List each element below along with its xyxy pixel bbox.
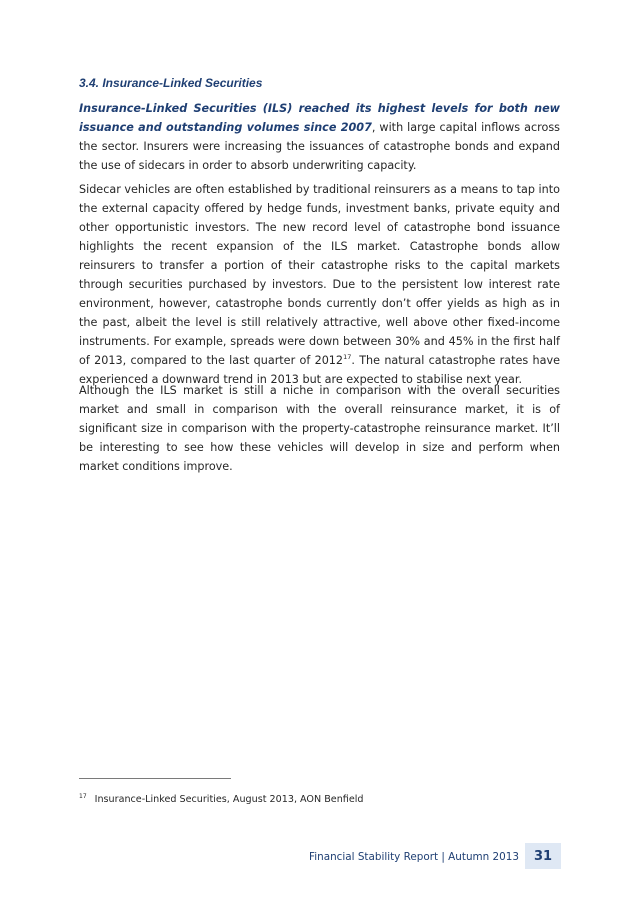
footer-report-title: Financial Stability Report | Autumn 2013 — [309, 851, 519, 863]
footnote-reference[interactable]: 17 — [343, 353, 352, 361]
footnote-number: 17 — [79, 793, 87, 800]
page-number-badge: 31 — [525, 843, 561, 869]
paragraph-ils-overview — [79, 99, 560, 175]
footnote — [79, 794, 363, 805]
paragraph-text: Sidecar vehicles are often established by traditional reinsurers as a means to tap into the external capacity offered by hedge funds, investment banks, private equity and other opportunistic investors. The new record level of catastrophe bond issuance highlights the recent expansion of the ILS market. Catastrophe bonds allow reinsurers to transfer a portion of their catastrophe risks to the capital markets through securities purchased by investors. Due to the persistent low interest rate environment, however, catastrophe bonds currently don’t offer yields as high as in the past, albeit the level is still relatively attractive, well above other fixed-income instruments. For example, spreads were down between 30% and 45% in the first half of 2013, compared to the last quarter of 2012 — [79, 183, 560, 367]
paragraph-text: , with large capital inflows across the sector. Insurers were increasing the issuances of catastrophe bonds and expand the use of sidecars in order to absorb underwriting capacity. — [79, 121, 560, 172]
paragraph-market-niche: Although the ILS market is still a niche in comparison with the overall securities market and small in comparison with the overall reinsurance market, it is of significant size in comparison with the property-catastrophe reinsurance market. It’ll be interesting to see how these vehicles will develop in size and perform when market conditions improve. — [79, 384, 560, 473]
footnote-divider — [79, 778, 231, 779]
paragraph-sidecar-vehicles — [79, 180, 560, 389]
paragraph-text: . The natural catastrophe rates have experienced a downward trend in 2013 but are expected to stabilise next year. — [79, 354, 561, 386]
paragraph-lead-emphasis: Insurance-Linked Securities (ILS) reached its highest levels for both new issuance and outstanding volumes since 2007 — [79, 102, 560, 134]
section-heading: 3.4. Insurance-Linked Securities — [79, 76, 263, 90]
footnote-text: Insurance-Linked Securities, August 2013, AON Benfield — [94, 794, 364, 805]
